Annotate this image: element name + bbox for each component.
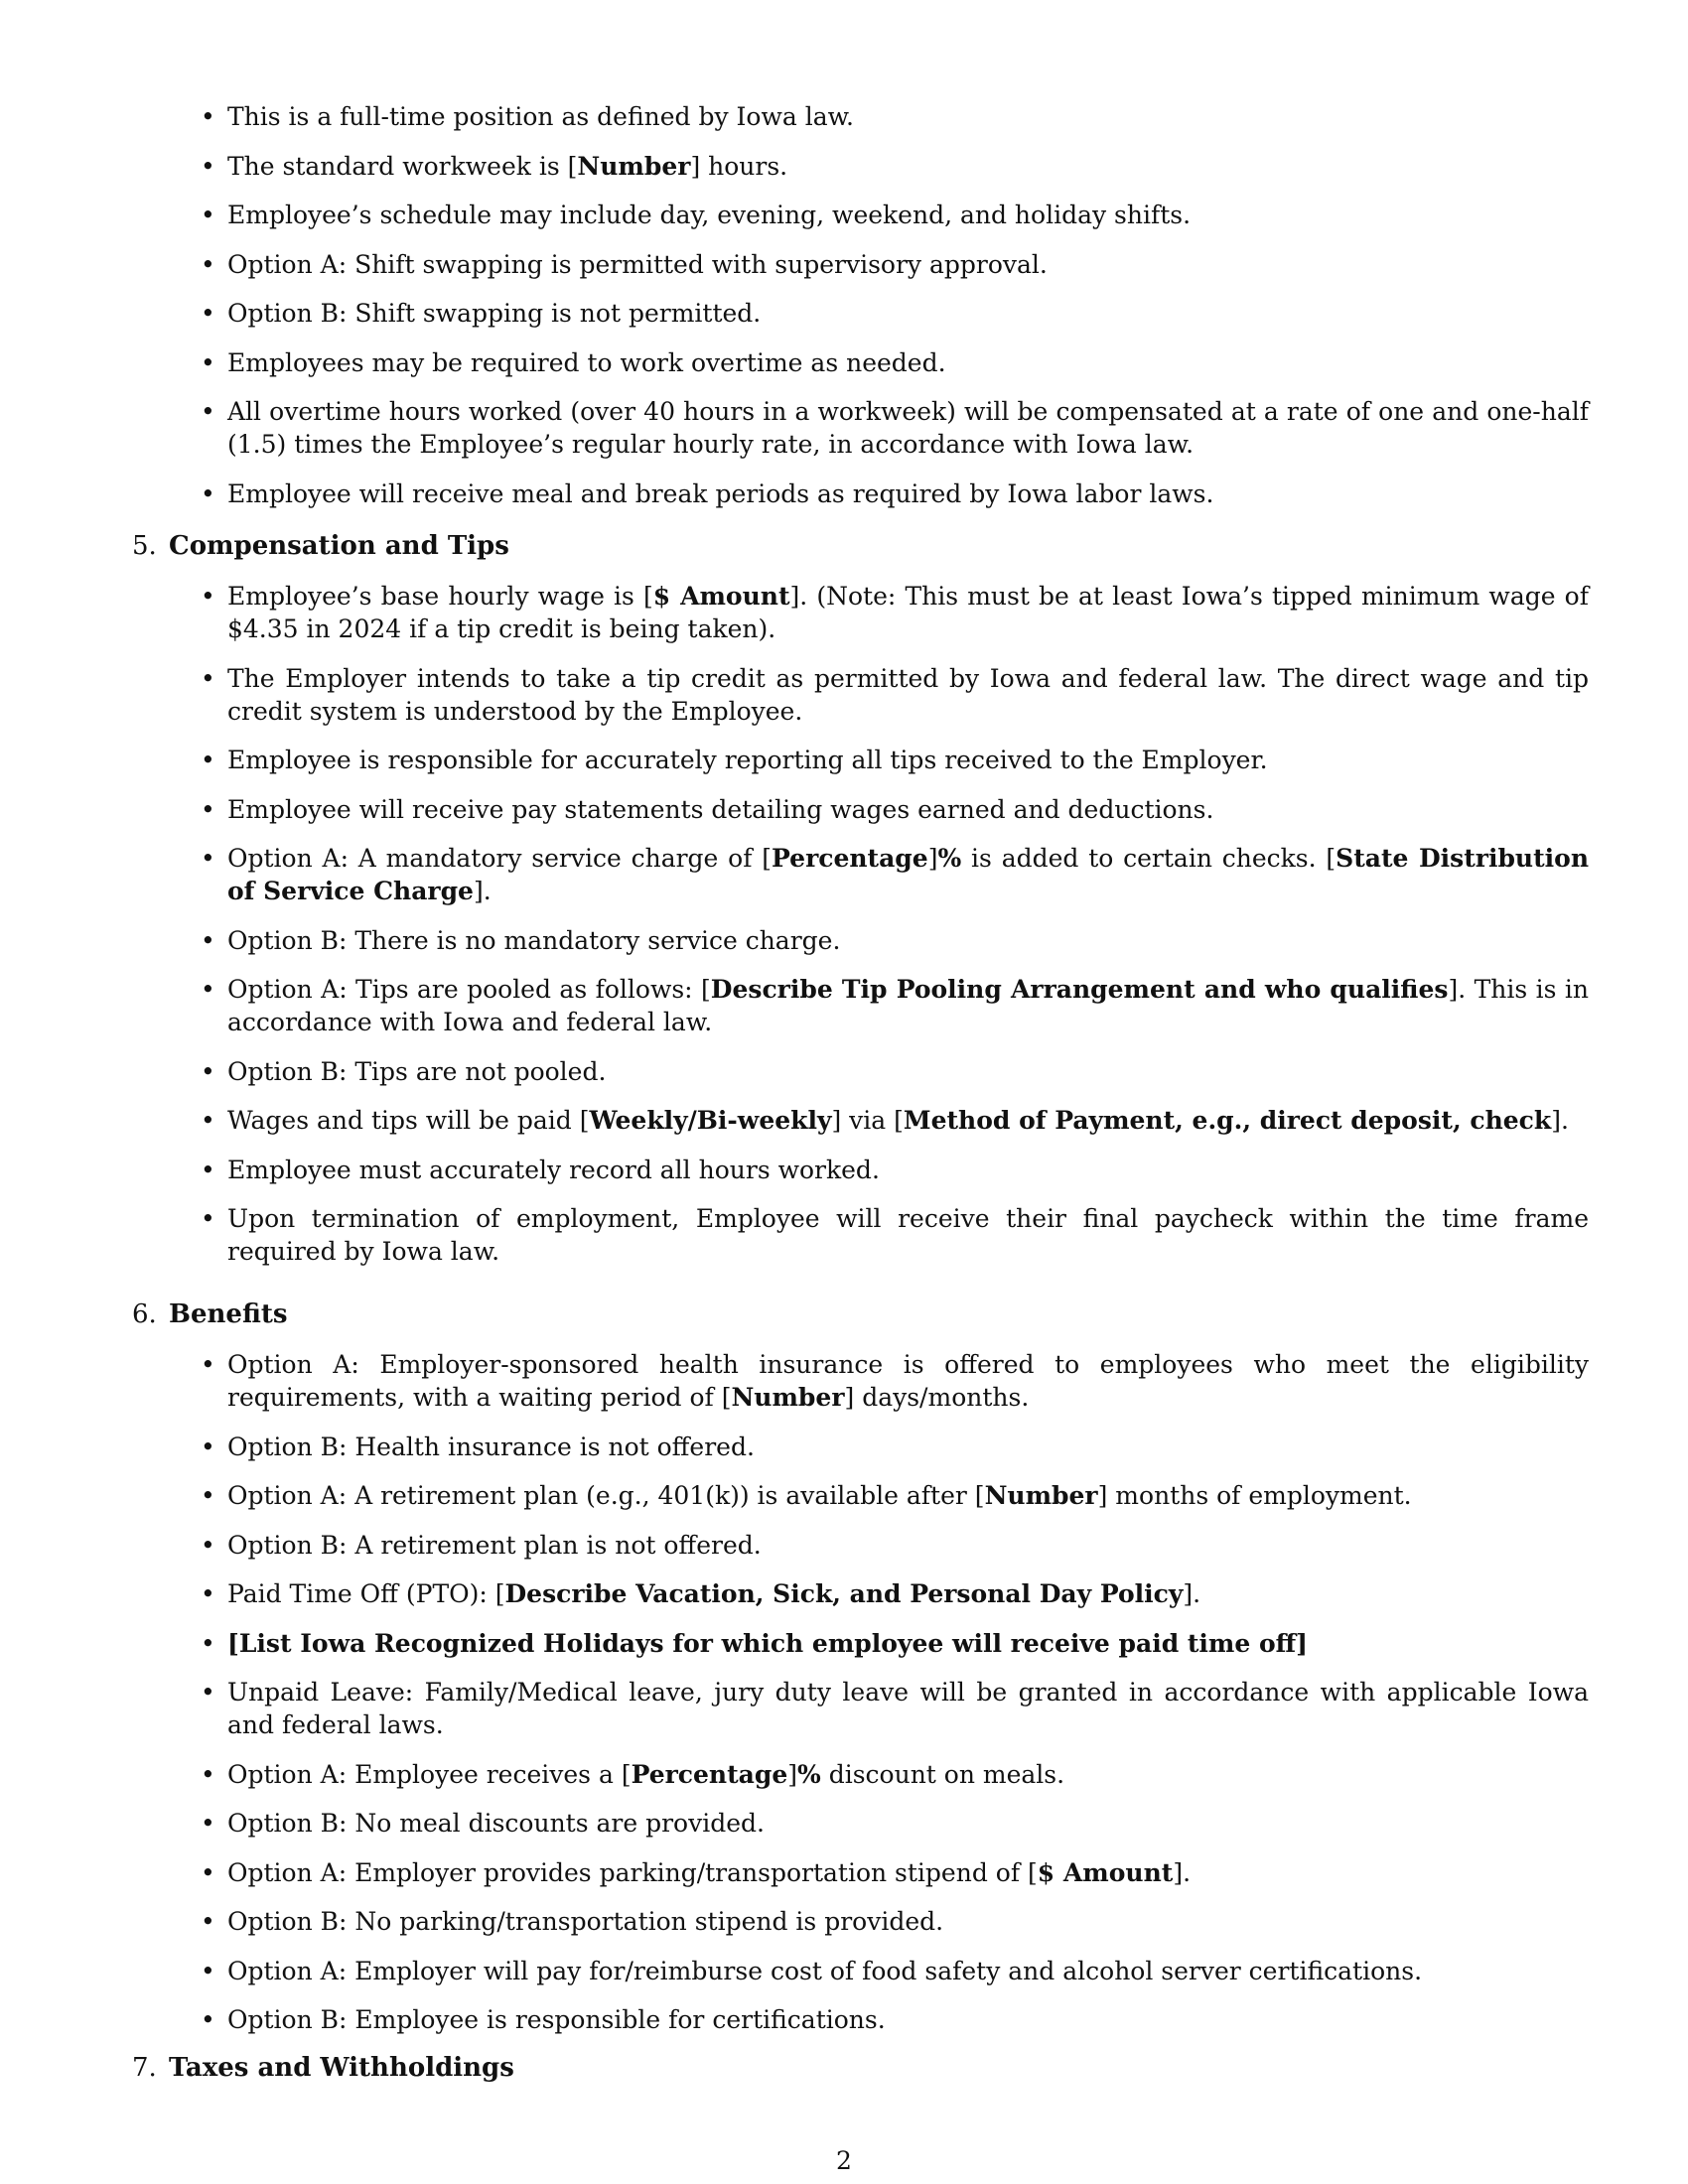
list-item	[227, 1676, 1589, 1741]
section-number: 6.	[132, 1299, 157, 1329]
body-text: Employee is responsible for accurately reporting all tips received to the Employer.	[227, 746, 1268, 774]
section-heading-benefits	[132, 1298, 288, 1331]
section-title: Compensation and Tips	[169, 531, 509, 561]
body-text: All overtime hours worked (over 40 hours in a workweek) will be compensated at a rate of one and one-half (1.5) times the Employee’s regular hourly rate, in accordance with Iowa law.	[227, 397, 1589, 459]
list-item	[227, 1479, 1589, 1512]
body-text: ].	[1173, 1857, 1192, 1887]
placeholder-text: %	[937, 844, 962, 873]
list-item	[227, 1905, 1589, 1938]
list-item	[227, 744, 1589, 776]
placeholder-text: %	[797, 1759, 821, 1789]
list-item	[227, 924, 1589, 957]
list-item	[227, 580, 1589, 645]
list-item	[227, 793, 1589, 826]
placeholder-text: Percentage	[631, 1759, 788, 1789]
list-item	[227, 1807, 1589, 1840]
body-text: ].	[1183, 1579, 1201, 1608]
body-text: The standard workweek is	[227, 151, 568, 181]
body-text: The Employer intends to take a tip credit as permitted by Iowa and federal law. The direct wage and tip credit system is understood by the Employee.	[227, 663, 1589, 726]
placeholder-text: [List Iowa Recognized Holidays for which employee will receive paid time off]	[227, 1628, 1309, 1658]
body-text: Option B: Shift swapping is not permitted.	[227, 299, 762, 328]
body-text: Option B: Health insurance is not offered.	[227, 1432, 755, 1461]
body-text: Employee must accurately record all hours worked.	[227, 1155, 880, 1184]
section-heading-taxes	[132, 2052, 514, 2085]
list-item	[227, 346, 1589, 379]
body-text: Option B: No parking/transportation stipend is provided.	[227, 1907, 944, 1936]
section-number: 7.	[132, 2053, 157, 2083]
list-item	[227, 1202, 1589, 1268]
list-item	[227, 1577, 1589, 1610]
body-text: This is a full-time position as defined by Iowa law.	[227, 102, 855, 131]
bullet-list-benefits	[227, 1348, 1589, 2053]
body-text: ] hours.	[690, 151, 788, 181]
placeholder-text: Number	[577, 151, 691, 181]
body-text: Option B: Tips are not pooled.	[227, 1056, 607, 1086]
list-item	[227, 1104, 1589, 1137]
section-heading-compensation	[132, 530, 509, 563]
placeholder-text: Weekly/Bi-weekly	[589, 1106, 832, 1135]
body-text: [	[567, 151, 578, 181]
body-text: ] days/months.	[844, 1383, 1030, 1412]
body-text: Option A: Employee receives a [	[227, 1759, 632, 1789]
body-text: Option A: Employer provides parking/transportation stipend of [	[227, 1857, 1038, 1887]
placeholder-text: Number	[731, 1383, 845, 1412]
body-text: ].	[473, 877, 492, 905]
list-item	[227, 199, 1589, 231]
body-text: is added to certain checks. [	[961, 844, 1336, 873]
body-text: Employees may be required to work overtime as needed.	[227, 347, 946, 377]
body-text: ] via [	[831, 1106, 904, 1135]
list-item	[227, 100, 1589, 133]
body-text: Option A: Tips are pooled as follows: [	[227, 975, 711, 1004]
body-text: ]. This is in accordance with Iowa and federal law.	[227, 975, 1589, 1036]
list-item	[227, 297, 1589, 330]
placeholder-text: Method of Payment, e.g., direct deposit, check	[903, 1106, 1552, 1135]
body-text: Option A: Employer will pay for/reimburse cost of food safety and alcohol server certifications.	[227, 1956, 1423, 1985]
body-text: Option B: No meal discounts are provided.	[227, 1809, 765, 1838]
list-item	[227, 248, 1589, 281]
body-text: Option A: Employer-sponsored health insurance is offered to employees who meet the eligibility requirements, with a waiting period of [	[227, 1350, 1589, 1412]
list-item	[227, 395, 1589, 461]
list-item	[227, 478, 1589, 510]
placeholder-text: Describe Tip Pooling Arrangement and who qualifies	[710, 975, 1449, 1004]
placeholder-text: Describe Vacation, Sick, and Personal Day Policy	[504, 1579, 1184, 1608]
placeholder-text: $ Amount	[1037, 1857, 1174, 1887]
list-item	[227, 1758, 1589, 1791]
body-text: ]	[927, 844, 938, 873]
body-text: Option A: Shift swapping is permitted with supervisory approval.	[227, 249, 1048, 279]
placeholder-text: Percentage	[772, 844, 928, 873]
body-text: Wages and tips will be paid [	[227, 1106, 590, 1135]
body-text: Employee will receive meal and break periods as required by Iowa labor laws.	[227, 478, 1214, 508]
list-item	[227, 1856, 1589, 1889]
list-item	[227, 1627, 1589, 1660]
body-text: Unpaid Leave: Family/Medical leave, jury duty leave will be granted in accordance with applicable Iowa and federal laws.	[227, 1678, 1589, 1739]
body-text: Upon termination of employment, Employee will receive their final paycheck within the time frame required by Iowa law.	[227, 1204, 1589, 1266]
section-title: Taxes and Withholdings	[169, 2053, 514, 2083]
list-item	[227, 1431, 1589, 1463]
list-item	[227, 1154, 1589, 1186]
body-text: Option B: There is no mandatory service charge.	[227, 925, 841, 955]
list-item	[227, 1529, 1589, 1562]
list-item	[227, 150, 1589, 183]
list-item	[227, 842, 1589, 907]
placeholder-text: Number	[984, 1481, 1098, 1510]
list-item	[227, 1348, 1589, 1414]
body-text: Option A: A mandatory service charge of [	[227, 844, 773, 873]
placeholder-text: $ Amount	[652, 582, 790, 611]
body-text: ]. (Note: This must be at least Iowa’s tipped minimum wage of $4.35 in 2024 if a tip credit is being taken).	[227, 582, 1589, 643]
bullet-list-compensation	[227, 580, 1589, 1285]
body-text: ].	[1551, 1106, 1569, 1135]
body-text: Option A: A retirement plan (e.g., 401(k)) is available after [	[227, 1481, 985, 1510]
body-text: Employee will receive pay statements detailing wages earned and deductions.	[227, 794, 1214, 824]
list-item	[227, 662, 1589, 728]
section-title: Benefits	[169, 1299, 288, 1329]
body-text: Employee’s base hourly wage is [	[227, 582, 653, 611]
list-item	[227, 973, 1589, 1038]
body-text: Option B: A retirement plan is not offered.	[227, 1530, 762, 1560]
body-text: Paid Time Off (PTO): [	[227, 1579, 505, 1608]
page-number: 2	[836, 2146, 852, 2175]
list-item	[227, 2003, 1589, 2036]
body-text: Employee’s schedule may include day, evening, weekend, and holiday shifts.	[227, 201, 1192, 229]
body-text: Option B: Employee is responsible for certifications.	[227, 2005, 886, 2034]
body-text: ] months of employment.	[1097, 1481, 1412, 1510]
bullet-list-top	[227, 100, 1589, 526]
placeholder-text: State Distribution of Service Charge	[227, 844, 1590, 905]
body-text: ]	[787, 1759, 797, 1789]
list-item	[227, 1955, 1589, 1987]
list-item	[227, 1055, 1589, 1088]
section-number: 5.	[132, 531, 157, 561]
body-text: discount on meals.	[820, 1759, 1065, 1789]
